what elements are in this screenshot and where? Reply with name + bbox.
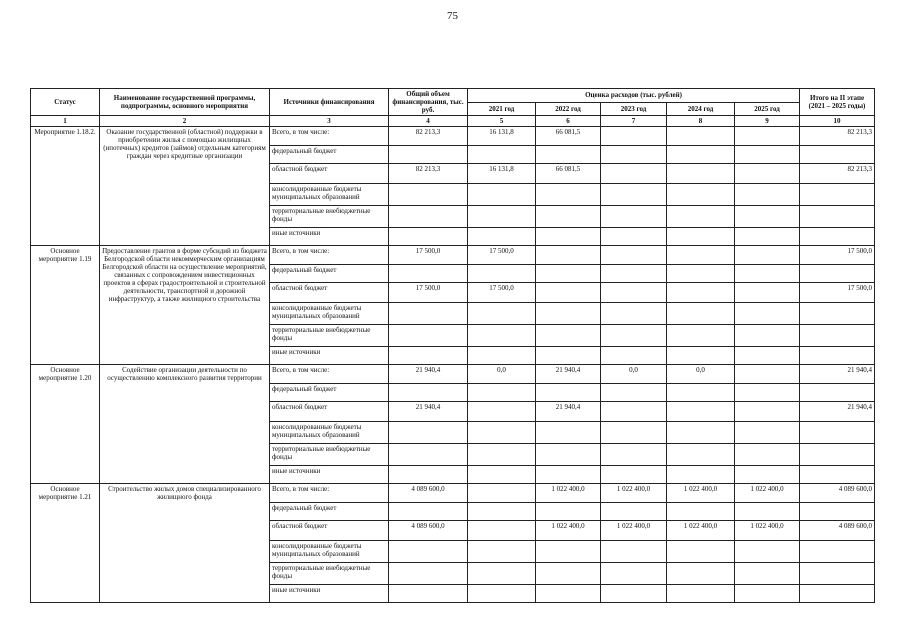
- total-amount-cell: 21 940,4: [389, 365, 468, 384]
- total-amount-cell: [389, 303, 468, 325]
- total-amount-cell: [389, 146, 468, 164]
- column-number: 8: [667, 116, 735, 127]
- year-amount-cell: [601, 585, 667, 603]
- year-amount-cell: [468, 303, 536, 325]
- stage-total-cell: [800, 206, 875, 228]
- year-amount-cell: [536, 146, 601, 164]
- year-amount-cell: [667, 585, 735, 603]
- year-amount-cell: [468, 563, 536, 585]
- header-year: 2022 год: [536, 102, 601, 116]
- total-amount-cell: [389, 422, 468, 444]
- table-row: [31, 365, 875, 384]
- column-number: 5: [468, 116, 536, 127]
- year-amount-cell: [536, 283, 601, 303]
- stage-total-cell: [800, 563, 875, 585]
- year-amount-cell: [667, 325, 735, 347]
- year-amount-cell: [667, 206, 735, 228]
- year-amount-cell: [601, 164, 667, 184]
- year-amount-cell: 1 022 400,0: [536, 521, 601, 541]
- funding-source-cell: федеральный бюджет: [270, 384, 389, 402]
- year-amount-cell: [667, 503, 735, 521]
- year-amount-cell: 1 022 400,0: [601, 521, 667, 541]
- year-amount-cell: [667, 228, 735, 246]
- stage-total-cell: 4 089 600,0: [800, 484, 875, 503]
- year-amount-cell: [468, 384, 536, 402]
- activity-name-cell: Предоставление грантов в форме субсидий из бюджета Белгородской области некоммерческим организациям Белгородской области на осуществление мероприятий, связанных с сопровождением инвестиционных проектов в сферах градостроительной и строительной деятельности, транспортной и дорожной инфраструктур, а также жилищного строительства: [100, 246, 270, 365]
- year-amount-cell: 16 131,8: [468, 164, 536, 184]
- year-amount-cell: [601, 466, 667, 484]
- year-amount-cell: [601, 265, 667, 283]
- funding-source-cell: территориальные внебюджетные фонды: [270, 325, 389, 347]
- year-amount-cell: [735, 365, 800, 384]
- header-stage-total: Итого на II этапе (2021 – 2025 годы): [800, 89, 875, 116]
- year-amount-cell: [468, 466, 536, 484]
- year-amount-cell: [667, 541, 735, 563]
- year-amount-cell: [601, 347, 667, 365]
- year-amount-cell: 1 022 400,0: [601, 484, 667, 503]
- funding-source-cell: Всего, в том числе:: [270, 365, 389, 384]
- total-amount-cell: [389, 325, 468, 347]
- year-amount-cell: [601, 402, 667, 422]
- year-amount-cell: [735, 444, 800, 466]
- stage-total-cell: [800, 466, 875, 484]
- budget-table: [30, 88, 875, 603]
- stage-total-cell: 17 500,0: [800, 283, 875, 303]
- year-amount-cell: [536, 541, 601, 563]
- year-amount-cell: [536, 347, 601, 365]
- year-amount-cell: [536, 503, 601, 521]
- year-amount-cell: [667, 265, 735, 283]
- year-amount-cell: 1 022 400,0: [667, 484, 735, 503]
- year-amount-cell: [601, 228, 667, 246]
- total-amount-cell: [389, 384, 468, 402]
- year-amount-cell: [468, 184, 536, 206]
- year-amount-cell: [601, 422, 667, 444]
- year-amount-cell: 1 022 400,0: [536, 484, 601, 503]
- year-amount-cell: [601, 246, 667, 265]
- stage-total-cell: [800, 303, 875, 325]
- stage-total-cell: [800, 325, 875, 347]
- table-header: [31, 89, 875, 127]
- status-cell: Мероприятие 1.18.2.: [31, 127, 100, 246]
- year-amount-cell: 21 940,4: [536, 402, 601, 422]
- header-estimate: Оценка расходов (тыс. рублей): [468, 89, 800, 103]
- year-amount-cell: [601, 503, 667, 521]
- stage-total-cell: [800, 347, 875, 365]
- funding-source-cell: территориальные внебюджетные фонды: [270, 563, 389, 585]
- year-amount-cell: [735, 164, 800, 184]
- funding-source-cell: областной бюджет: [270, 164, 389, 184]
- activity-name-cell: Содействие организации деятельности по осуществлению комплексного развития территории: [100, 365, 270, 484]
- column-number: 2: [100, 116, 270, 127]
- stage-total-cell: [800, 265, 875, 283]
- year-amount-cell: [601, 146, 667, 164]
- stage-total-cell: [800, 585, 875, 603]
- year-amount-cell: [536, 585, 601, 603]
- year-amount-cell: [667, 164, 735, 184]
- stage-total-cell: [800, 384, 875, 402]
- year-amount-cell: [667, 563, 735, 585]
- year-amount-cell: 1 022 400,0: [735, 521, 800, 541]
- table-row: [31, 484, 875, 503]
- total-amount-cell: [389, 347, 468, 365]
- year-amount-cell: [601, 184, 667, 206]
- year-amount-cell: [735, 127, 800, 146]
- year-amount-cell: [536, 265, 601, 283]
- year-amount-cell: [735, 184, 800, 206]
- year-amount-cell: [468, 585, 536, 603]
- year-amount-cell: [735, 585, 800, 603]
- header-year: 2023 год: [601, 102, 667, 116]
- total-amount-cell: [389, 563, 468, 585]
- year-amount-cell: [536, 444, 601, 466]
- funding-source-cell: иные источники: [270, 585, 389, 603]
- funding-source-cell: консолидированные бюджеты муниципальных образований: [270, 303, 389, 325]
- year-amount-cell: [536, 228, 601, 246]
- funding-source-cell: консолидированные бюджеты муниципальных образований: [270, 184, 389, 206]
- year-amount-cell: [667, 347, 735, 365]
- year-amount-cell: 1 022 400,0: [667, 521, 735, 541]
- status-cell: Основное мероприятие 1.21: [31, 484, 100, 603]
- year-amount-cell: 1 022 400,0: [735, 484, 800, 503]
- total-amount-cell: 4 089 600,0: [389, 521, 468, 541]
- year-amount-cell: [667, 444, 735, 466]
- year-amount-cell: [468, 541, 536, 563]
- total-amount-cell: 17 500,0: [389, 283, 468, 303]
- year-amount-cell: [468, 422, 536, 444]
- year-amount-cell: [735, 402, 800, 422]
- stage-total-cell: [800, 146, 875, 164]
- column-number: 9: [735, 116, 800, 127]
- column-number: 1: [31, 116, 100, 127]
- year-amount-cell: [735, 228, 800, 246]
- year-amount-cell: 0,0: [601, 365, 667, 384]
- total-amount-cell: 21 940,4: [389, 402, 468, 422]
- funding-source-cell: федеральный бюджет: [270, 146, 389, 164]
- total-amount-cell: [389, 503, 468, 521]
- year-amount-cell: [536, 184, 601, 206]
- year-amount-cell: 0,0: [468, 365, 536, 384]
- year-amount-cell: [468, 146, 536, 164]
- stage-total-cell: 4 089 600,0: [800, 521, 875, 541]
- header-year: 2021 год: [468, 102, 536, 116]
- total-amount-cell: 82 213,3: [389, 164, 468, 184]
- year-amount-cell: 66 081,5: [536, 127, 601, 146]
- total-amount-cell: [389, 206, 468, 228]
- year-amount-cell: [601, 563, 667, 585]
- year-amount-cell: [601, 541, 667, 563]
- stage-total-cell: [800, 503, 875, 521]
- funding-source-cell: федеральный бюджет: [270, 503, 389, 521]
- year-amount-cell: 16 131,8: [468, 127, 536, 146]
- year-amount-cell: [536, 206, 601, 228]
- year-amount-cell: [468, 206, 536, 228]
- year-amount-cell: [601, 444, 667, 466]
- year-amount-cell: [601, 127, 667, 146]
- year-amount-cell: [601, 325, 667, 347]
- year-amount-cell: [667, 246, 735, 265]
- year-amount-cell: [667, 402, 735, 422]
- year-amount-cell: [601, 206, 667, 228]
- year-amount-cell: [468, 484, 536, 503]
- header-sources: Источники финансирования: [270, 89, 389, 116]
- activity-name-cell: Оказание государственной (областной) поддержки в приобретении жилья с помощью жилищных (ипотечных) кредитов (займов) отдельным категориям граждан через кредитные организации: [100, 127, 270, 246]
- table-row: [31, 246, 875, 265]
- column-number: 7: [601, 116, 667, 127]
- funding-source-cell: иные источники: [270, 228, 389, 246]
- year-amount-cell: [667, 184, 735, 206]
- year-amount-cell: [667, 466, 735, 484]
- year-amount-cell: [667, 384, 735, 402]
- funding-source-cell: областной бюджет: [270, 521, 389, 541]
- funding-source-cell: Всего, в том числе:: [270, 484, 389, 503]
- funding-source-cell: иные источники: [270, 347, 389, 365]
- year-amount-cell: 21 940,4: [536, 365, 601, 384]
- header-year: 2024 год: [667, 102, 735, 116]
- year-amount-cell: [735, 347, 800, 365]
- year-amount-cell: [468, 503, 536, 521]
- total-amount-cell: [389, 184, 468, 206]
- total-amount-cell: [389, 228, 468, 246]
- header-year: 2025 год: [735, 102, 800, 116]
- total-amount-cell: [389, 541, 468, 563]
- header-name: Наименование государственной программы, подпрограммы, основного мероприятия: [100, 89, 270, 116]
- header-total: Общий объем финансирования, тыс. руб.: [389, 89, 468, 116]
- table-row: [31, 127, 875, 146]
- column-number: 6: [536, 116, 601, 127]
- total-amount-cell: [389, 265, 468, 283]
- funding-source-cell: Всего, в том числе:: [270, 127, 389, 146]
- year-amount-cell: [735, 246, 800, 265]
- year-amount-cell: [536, 466, 601, 484]
- total-amount-cell: [389, 585, 468, 603]
- funding-source-cell: территориальные внебюджетные фонды: [270, 206, 389, 228]
- year-amount-cell: [735, 206, 800, 228]
- year-amount-cell: 17 500,0: [468, 283, 536, 303]
- funding-source-cell: областной бюджет: [270, 402, 389, 422]
- stage-total-cell: [800, 184, 875, 206]
- total-amount-cell: 4 089 600,0: [389, 484, 468, 503]
- status-cell: Основное мероприятие 1.19: [31, 246, 100, 365]
- year-amount-cell: [536, 563, 601, 585]
- year-amount-cell: [468, 228, 536, 246]
- year-amount-cell: [667, 303, 735, 325]
- status-cell: Основное мероприятие 1.20: [31, 365, 100, 484]
- year-amount-cell: [735, 325, 800, 347]
- year-amount-cell: 0,0: [667, 365, 735, 384]
- funding-source-cell: территориальные внебюджетные фонды: [270, 444, 389, 466]
- stage-total-cell: [800, 541, 875, 563]
- stage-total-cell: [800, 422, 875, 444]
- year-amount-cell: [468, 265, 536, 283]
- year-amount-cell: [468, 402, 536, 422]
- funding-source-cell: консолидированные бюджеты муниципальных образований: [270, 541, 389, 563]
- year-amount-cell: [735, 384, 800, 402]
- column-number: 3: [270, 116, 389, 127]
- year-amount-cell: [735, 283, 800, 303]
- stage-total-cell: 21 940,4: [800, 365, 875, 384]
- year-amount-cell: [601, 384, 667, 402]
- year-amount-cell: [468, 444, 536, 466]
- stage-total-cell: 82 213,3: [800, 127, 875, 146]
- year-amount-cell: [536, 246, 601, 265]
- column-number: 10: [800, 116, 875, 127]
- stage-total-cell: 17 500,0: [800, 246, 875, 265]
- year-amount-cell: [468, 347, 536, 365]
- funding-source-cell: федеральный бюджет: [270, 265, 389, 283]
- year-amount-cell: [536, 325, 601, 347]
- year-amount-cell: [735, 563, 800, 585]
- header-status: Статус: [31, 89, 100, 116]
- year-amount-cell: [667, 422, 735, 444]
- year-amount-cell: [735, 265, 800, 283]
- year-amount-cell: [735, 146, 800, 164]
- year-amount-cell: [735, 466, 800, 484]
- funding-source-cell: Всего, в том числе:: [270, 246, 389, 265]
- total-amount-cell: [389, 466, 468, 484]
- stage-total-cell: [800, 228, 875, 246]
- table-body: [31, 127, 875, 603]
- activity-name-cell: Строительство жилых домов специализированного жилищного фонда: [100, 484, 270, 603]
- year-amount-cell: [468, 325, 536, 347]
- funding-source-cell: иные источники: [270, 466, 389, 484]
- year-amount-cell: [735, 422, 800, 444]
- year-amount-cell: [667, 146, 735, 164]
- funding-source-cell: областной бюджет: [270, 283, 389, 303]
- total-amount-cell: 82 213,3: [389, 127, 468, 146]
- total-amount-cell: 17 500,0: [389, 246, 468, 265]
- year-amount-cell: [735, 503, 800, 521]
- year-amount-cell: [667, 283, 735, 303]
- year-amount-cell: [735, 303, 800, 325]
- column-number-row: [31, 116, 875, 127]
- year-amount-cell: [536, 422, 601, 444]
- page-number: 75: [447, 10, 458, 22]
- funding-source-cell: консолидированные бюджеты муниципальных образований: [270, 422, 389, 444]
- year-amount-cell: [735, 541, 800, 563]
- year-amount-cell: [536, 303, 601, 325]
- stage-total-cell: 82 213,3: [800, 164, 875, 184]
- year-amount-cell: [601, 303, 667, 325]
- stage-total-cell: [800, 444, 875, 466]
- column-number: 4: [389, 116, 468, 127]
- year-amount-cell: [601, 283, 667, 303]
- year-amount-cell: 17 500,0: [468, 246, 536, 265]
- year-amount-cell: [536, 384, 601, 402]
- year-amount-cell: [667, 127, 735, 146]
- year-amount-cell: 66 081,5: [536, 164, 601, 184]
- year-amount-cell: [468, 521, 536, 541]
- total-amount-cell: [389, 444, 468, 466]
- stage-total-cell: 21 940,4: [800, 402, 875, 422]
